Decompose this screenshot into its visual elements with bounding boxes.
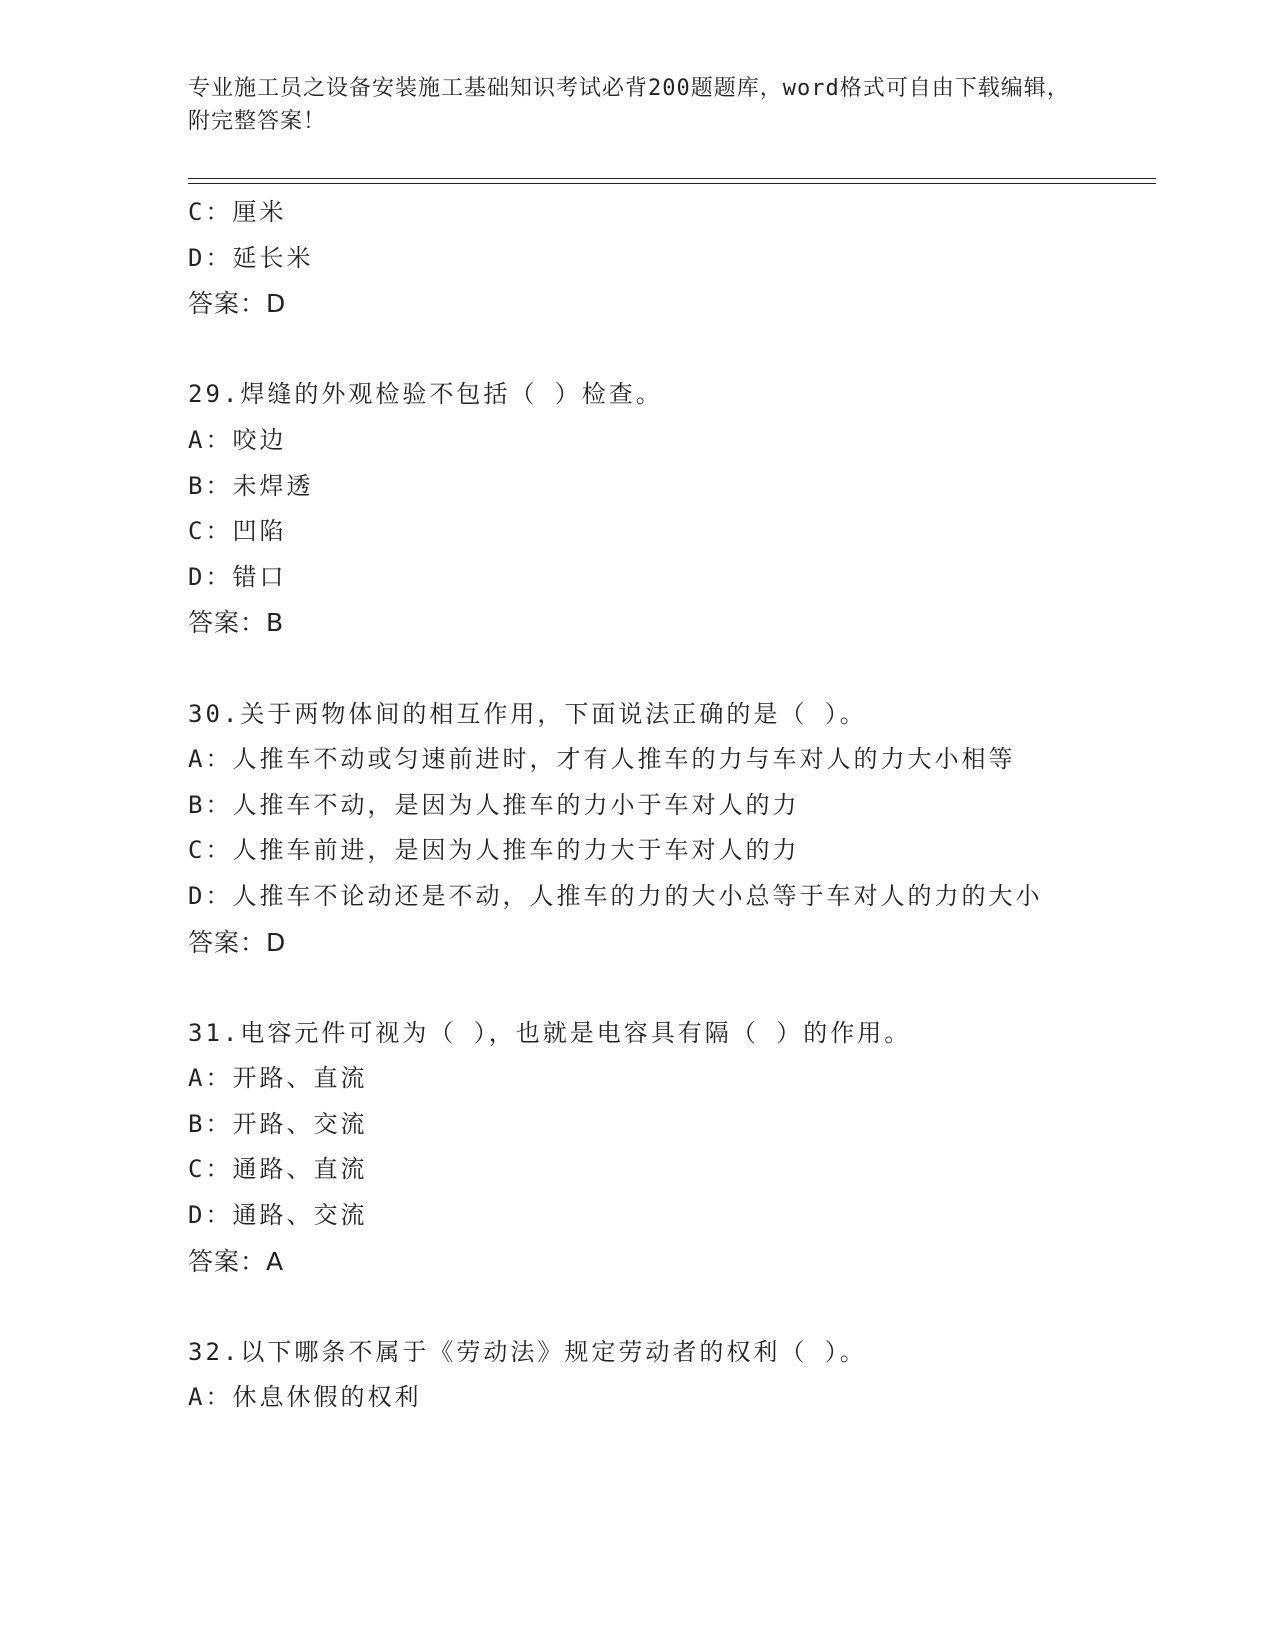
question-text: 31.电容元件可视为（ ），也就是电容具有隔（ ）的作用。	[188, 1018, 912, 1047]
option-c: C：通路、直流	[188, 1155, 368, 1184]
page-title: 专业施工员之设备安装施工基础知识考试必背200题题库，word格式可自由下载编辑，附完整答案！	[188, 76, 1070, 134]
option-a: A：休息休假的权利	[188, 1383, 422, 1412]
header-divider-top	[188, 178, 1156, 179]
question-32	[188, 1330, 1088, 1421]
answer-line: 答案：D	[188, 289, 287, 319]
option-a: A：人推车不动或匀速前进时，才有人推车的力与车对人的力大小相等	[188, 745, 1016, 774]
option-c: C：人推车前进，是因为人推车的力大于车对人的力	[188, 836, 800, 865]
question-30	[188, 692, 1088, 966]
option-c: C：凹陷	[188, 517, 287, 546]
option-d: D：人推车不论动还是不动，人推车的力的大小总等于车对人的力的大小	[188, 881, 1043, 910]
header-divider-bottom	[188, 183, 1156, 184]
answer-line: 答案：A	[188, 1246, 285, 1276]
answer-line: 答案：D	[188, 927, 287, 957]
question-text: 29.焊缝的外观检验不包括（ ）检查。	[188, 380, 663, 409]
option-d: D：错口	[188, 562, 287, 591]
question-29	[188, 372, 1088, 646]
question-list	[188, 190, 1088, 1421]
question-text: 32.以下哪条不属于《劳动法》规定劳动者的权利（ ）。	[188, 1337, 867, 1366]
option-a: A：咬边	[188, 425, 287, 454]
option-b: B：人推车不动，是因为人推车的力小于车对人的力	[188, 790, 800, 819]
question-31	[188, 1011, 1088, 1285]
option-d: D：延长米	[188, 243, 314, 272]
option-c: C：厘米	[188, 198, 287, 226]
page-header	[188, 72, 1088, 138]
option-d: D：通路、交流	[188, 1201, 368, 1230]
answer-line: 答案：B	[188, 608, 285, 638]
option-b: B：未焊透	[188, 471, 314, 500]
question-text: 30.关于两物体间的相互作用，下面说法正确的是（ ）。	[188, 699, 867, 728]
question-28-continued	[188, 190, 1088, 327]
option-a: A：开路、直流	[188, 1064, 368, 1093]
option-b: B：开路、交流	[188, 1109, 368, 1138]
